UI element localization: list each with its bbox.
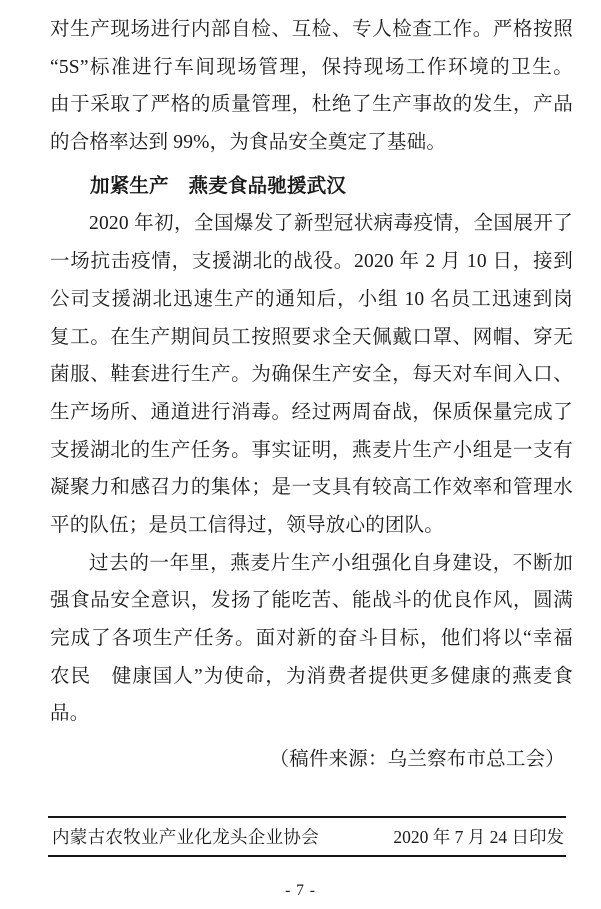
text-line: 2020 年初，全国爆发了新型冠状病毒疫情，全国展开了 — [89, 213, 573, 235]
section-heading: 加紧生产 燕麦食品驰援武汉 — [90, 175, 347, 197]
text-line: 凝聚力和感召力的集体；是一支具有较高工作效率和管理水 — [50, 477, 573, 499]
footer-issuer: 内蒙古农牧业产业化龙头企业协会 — [52, 827, 319, 847]
text-line: 公司支援湖北迅速生产的通知后，小组 10 名员工迅速到岗 — [50, 288, 573, 310]
page-number: - 7 - — [285, 882, 316, 899]
text-line: 复工。在生产期间员工按照要求全天佩戴口罩、网帽、穿无 — [50, 326, 573, 348]
footer-print-date: 2020 年 7 月 24 日印发 — [393, 827, 564, 847]
text-line: 一场抗击疫情，支援湖北的战役。2020 年 2 月 10 日，接到 — [50, 251, 573, 273]
text-line: 农民 健康国人”为使命，为消费者提供更多健康的燕麦食 — [50, 665, 573, 687]
text-line: 生产场所、通道进行消毒。经过两周奋战，保质保量完成了 — [50, 401, 573, 423]
text-line: 由于采取了严格的质量管理，杜绝了生产事故的发生，产品 — [50, 94, 573, 116]
text-line: 完成了各项生产任务。面对新的奋斗目标，他们将以“幸福 — [50, 628, 573, 649]
text-line: 品。 — [50, 703, 90, 725]
document-body — [50, 11, 573, 779]
text-line: 菌服、鞋套进行生产。为确保生产安全，每天对车间入口、 — [50, 364, 573, 386]
source-attribution: （稿件来源：乌兰察布市总工会） — [269, 749, 565, 771]
text-line: 过去的一年里，燕麦片生产小组强化自身建设，不断加 — [89, 552, 573, 574]
text-line: 的合格率达到 99%，为食品安全奠定了基础。 — [50, 132, 447, 154]
text-line: 对生产现场进行内部自检、互检、专人检查工作。严格按照 — [50, 19, 573, 40]
footer — [48, 816, 566, 857]
text-line: 强食品安全意识，发扬了能吃苦、能战斗的优良作风，圆满 — [50, 590, 573, 612]
text-line: “5S”标准进行车间现场管理，保持现场工作环境的卫生。 — [50, 56, 573, 78]
text-line: 平的队伍；是员工信得过，领导放心的团队。 — [50, 514, 445, 536]
text-line: 支援湖北的生产任务。事实证明，燕麦片生产小组是一支有 — [50, 439, 573, 461]
